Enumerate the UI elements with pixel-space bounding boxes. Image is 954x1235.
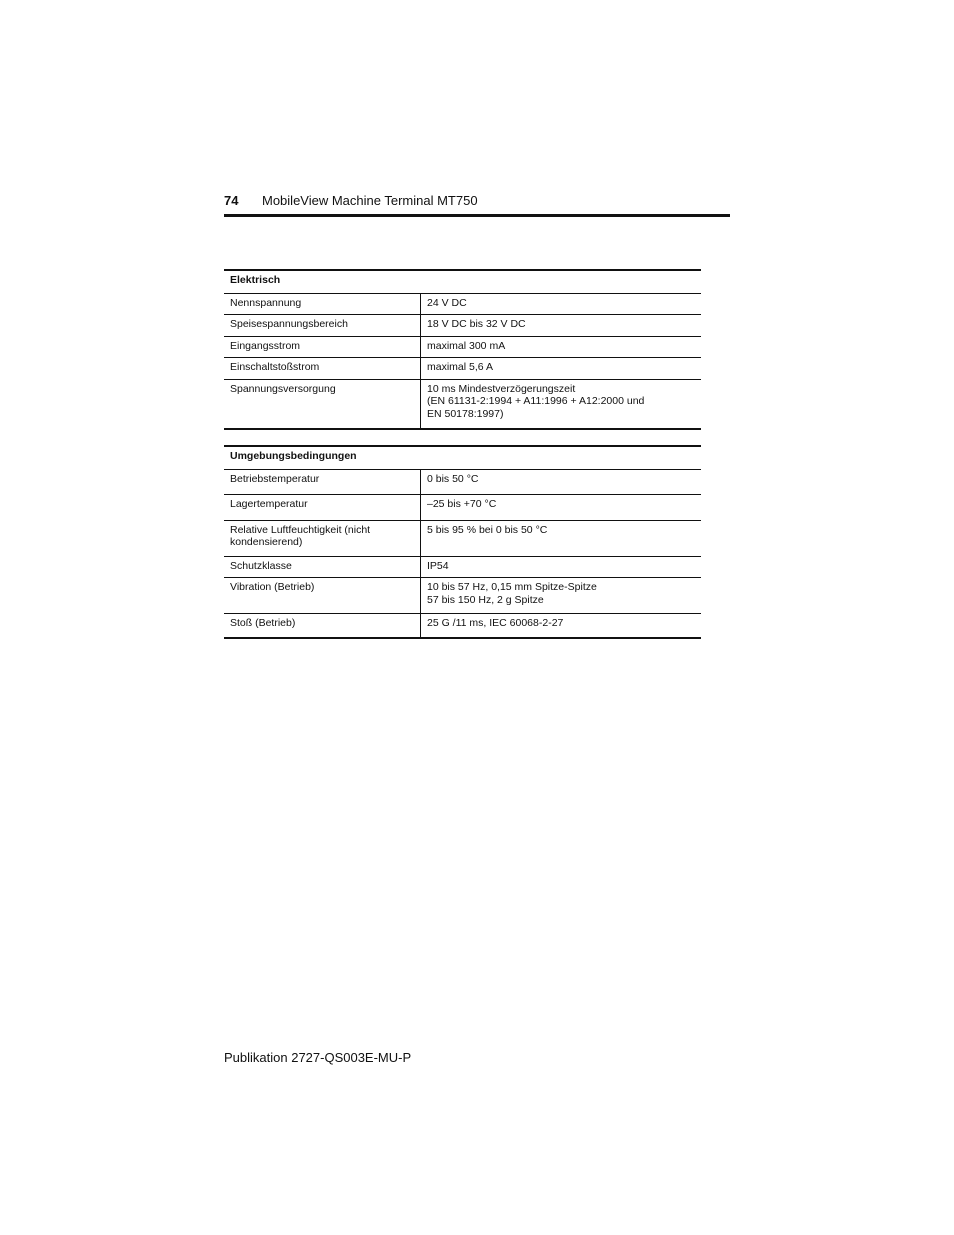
spec-label: Vibration (Betrieb) [224,578,421,614]
table-heading: Elektrisch [224,270,701,293]
spec-value [421,614,702,638]
table-row [224,379,701,429]
spec-value-line: IP54 [427,559,449,572]
table-row [224,520,701,556]
spec-value-line: (EN 61131-2:1994 + A11:1996 + A12:2000 und [427,395,645,407]
table-heading: Umgebungsbedingungen [224,446,701,469]
spec-value-line: 24 V DC [427,296,467,309]
table-row [224,578,701,614]
table-row [224,469,701,495]
spec-label: Nennspannung [224,293,421,315]
spec-value-line: 10 bis 57 Hz, 0,15 mm Spitze-Spitze [427,581,597,593]
spec-label: Schutzklasse [224,556,421,578]
table-row [224,315,701,337]
spec-value-line: 57 bis 150 Hz, 2 g Spitze [427,593,544,606]
environment-spec-table [224,445,701,639]
spec-value-line: 25 G /11 ms, IEC 60068-2-27 [427,617,564,629]
spec-value [421,520,702,556]
spec-value-line: 0 bis 50 °C [427,472,479,485]
header-rule [224,214,730,217]
spec-value-line: 18 V DC bis 32 V DC [427,318,526,330]
spec-value-line: 10 ms Mindestverzögerungszeit [427,382,576,395]
spec-value [421,379,702,429]
spec-value [421,315,702,337]
publication-footer: Publikation 2727-QS003E-MU-P [224,1050,412,1065]
spec-value-line: –25 bis +70 °C [427,498,497,510]
table-row [224,614,701,638]
spec-value [421,336,702,358]
spec-value [421,293,702,315]
table-heading-row [224,446,701,469]
electrical-spec-table [224,269,701,430]
table-row [224,293,701,315]
spec-value [421,495,702,521]
table-row [224,556,701,578]
spec-label: Eingangsstrom [224,336,421,358]
running-title: MobileView Machine Terminal MT750 [262,193,478,208]
page-header [224,193,730,219]
table-row [224,358,701,380]
spec-value-line: maximal 300 mA [427,339,506,352]
spec-label: Lagertemperatur [224,495,421,521]
page-number: 74 [224,193,239,208]
table-heading-row [224,270,701,293]
spec-value [421,358,702,380]
spec-value [421,469,702,495]
spec-value-line: maximal 5,6 A [427,361,493,373]
table-row [224,495,701,521]
spec-value-line: EN 50178:1997) [427,407,504,420]
spec-value [421,578,702,614]
spec-label: Spannungsversorgung [224,379,421,429]
spec-label: Speisespannungsbereich [224,315,421,337]
spec-label: Relative Luftfeuchtigkeit (nicht kondensierend) [224,520,421,556]
spec-value [421,556,702,578]
table-row [224,336,701,358]
spec-value-line: 5 bis 95 % bei 0 bis 50 °C [427,523,548,536]
spec-label: Betriebstemperatur [224,469,421,495]
spec-label: Einschaltstoßstrom [224,358,421,380]
spec-label: Stoß (Betrieb) [224,614,421,638]
